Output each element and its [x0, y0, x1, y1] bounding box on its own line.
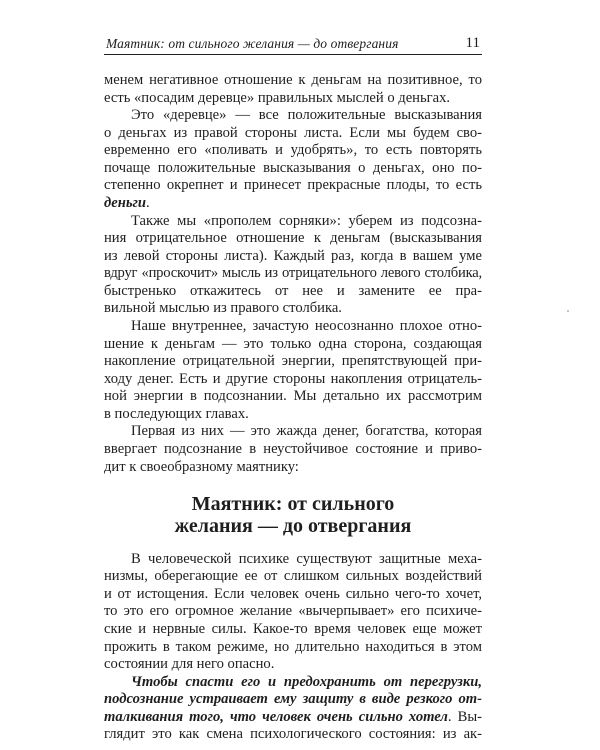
- body-text-line: Первая из них — это жажда денег, богатства, которая: [131, 423, 482, 440]
- body-text-line: низмы, оберегающие ее от слишком сильных воздействий: [104, 568, 482, 585]
- body-text-line: то это его огромное желание «вычерпывает» его психиче-: [104, 603, 482, 620]
- body-text-line: [104, 195, 482, 213]
- body-text-line: состоянии для него опасно.: [104, 656, 275, 673]
- paper-speck: [567, 310, 569, 312]
- emphasis-line: подсознание устраивает ему защиту в виде резкого от-: [104, 691, 482, 708]
- punctuation: .: [146, 194, 150, 211]
- body-text-line: есть «посадим деревце» правильных мыслей о деньгах.: [104, 89, 451, 106]
- body-text-line: Также мы «прополем сорняки»: уберем из подсозна-: [131, 212, 482, 229]
- emphasis-text: деньги: [104, 194, 146, 211]
- body-text-line: [104, 709, 482, 727]
- body-text-line: ния отрицательное отношение к деньгам (высказывания: [104, 230, 482, 247]
- body-text-line: менем негативное отношение к деньгам на позитивное, то: [104, 72, 482, 88]
- body-text-line: ввергает подсознание в неустойчивое состояние и приво-: [104, 440, 482, 457]
- section-heading-line-2: желания — до отвергания: [174, 514, 412, 537]
- running-header: [104, 30, 482, 55]
- body-text-line: ной энергии в подсознании. Мы детально их рассмотрим: [104, 388, 482, 405]
- section-heading-line-1: Маятник: от сильного: [191, 492, 395, 515]
- body-text-line: дит к своеобразному маятнику:: [104, 458, 299, 475]
- body-text-line: и от истощения. Если человек очень сильно чего-то хочет,: [104, 585, 482, 602]
- body-text-line: Наше внутреннее, зачастую неосознанно плохое отно-: [131, 317, 482, 334]
- body-text-line: из левой стороны листа). Каждый раз, когда в вашем уме: [104, 247, 482, 264]
- page-number: 11: [465, 35, 480, 51]
- body-text-line: шение к деньгам — это только одна сторона, создающая: [104, 335, 482, 352]
- body-text-line: о деньгах из правой стороны листа. Если мы будем сво-: [104, 124, 482, 141]
- body-text-line: ские и нервные силы. Какое-то время человек еще может: [104, 621, 482, 638]
- body-text-line: степенно окрепнет и принесет прекрасные плоды, то есть: [104, 177, 482, 194]
- body-text-line: быстренько откажитесь от нее и замените ее пра-: [104, 282, 482, 299]
- running-title: Маятник: от сильного желания — до отвергания: [106, 36, 399, 51]
- body-text-line: вильной мыслью из правого столбика.: [104, 300, 342, 317]
- emphasis-line: Чтобы спасти его и предохранить от перегрузки,: [131, 673, 482, 690]
- body-text-line: глядит это как смена психологического состояния: из ак-: [104, 726, 482, 743]
- body-text-line: в последующих главах.: [104, 405, 249, 422]
- body-text-line: В человеческой психике существуют защитные меха-: [131, 550, 482, 567]
- body-text-line: Это «деревце» — все положительные высказывания: [131, 107, 482, 124]
- body-text-fragment: . Вы-: [447, 708, 482, 725]
- body-text-line: евременно его «поливать и удобрять», то есть повторять: [104, 142, 482, 159]
- body-text-line: прожить в таком режиме, но длительно находиться в этом: [104, 638, 482, 655]
- body-text-line: вдруг «проскочит» мысль из отрицательного левого столбика,: [104, 265, 482, 282]
- body-text-line: ходу денег. Есть и другие стороны накопления отрицатель-: [104, 370, 482, 387]
- body-text-line: накопление отрицательной энергии, препятствующей при-: [104, 353, 482, 370]
- body-text-line: почаще положительные высказывания о деньгах, оно по-: [104, 159, 482, 176]
- emphasis-text: талкивания того, что человек очень сильно хотел: [104, 708, 448, 725]
